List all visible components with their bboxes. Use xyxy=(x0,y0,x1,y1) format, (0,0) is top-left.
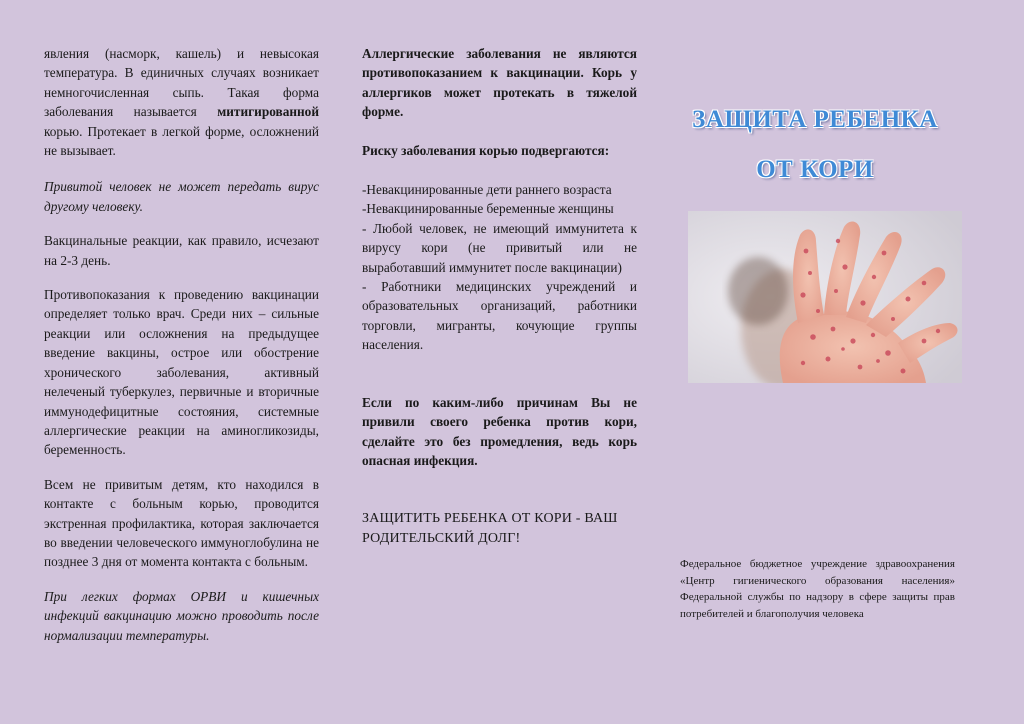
left-paragraph-5: Всем не привитым детям, кто находился в контакте с больным корью, проводится экстренная профилактика, которая заключается во введении человеческого иммуноглобулина не позднее 3 дня от момента контакта с больным. xyxy=(44,476,319,570)
allergy-paragraph: Аллергические заболевания не являются противопоказанием к вакцинации. Корь у аллергиков может протекать в тяжелой форме. xyxy=(362,46,637,120)
organization-info: Федеральное бюджетное учреждение здравоохранения «Центр гигиенического образования населения» Федеральной службы по надзору в сфере защиты прав потребителей и благополучия человека xyxy=(680,558,955,620)
risk-item-1: -Невакцинированные дети раннего возраста xyxy=(362,182,612,198)
cover-title-line-1: ЗАЩИТА РЕБЕНКА xyxy=(692,106,938,133)
mitigated-term: митигированной xyxy=(217,104,319,120)
middle-column xyxy=(362,44,637,549)
left-paragraph-4: Противопоказания к проведению вакцинации определяет только врач. Среди них – сильные реакции или осложнения на предыдущее введение вакцины, острое или обострение хронического заболевания, активный нелеченый туберкулез, первичные и вторичные иммунодефицитные состояния, системные аллергические реакции на аминогликозиды, беременность. xyxy=(44,287,319,458)
left-paragraph-1: явления (насморк, кашель) и невысокая температура. В единичных случаях возникает немногочисленная сыпь. Такая форма заболевания называется митигированной корью. Протекает в легкой форме, осложнений не вызывает. xyxy=(44,46,319,159)
risk-item-3: - Любой человек, не имеющий иммунитета к вирусу кори (не привитый или не выработавший иммунитет после вакцинации) xyxy=(362,220,637,275)
warning-paragraph: Если по каким-либо причинам Вы не привили своего ребенка против кори, сделайте это без промедления, ведь корь опасная инфекция. xyxy=(362,394,637,468)
left-paragraph-2: Привитой человек не может передать вирус другому человеку. xyxy=(44,179,319,214)
left-paragraph-3: Вакцинальные реакции, как правило, исчезают на 2-3 день. xyxy=(44,233,319,268)
slogan: ЗАЩИТИТЬ РЕБЕНКА ОТ КОРИ - ВАШ РОДИТЕЛЬСКИЙ ДОЛГ! xyxy=(362,511,618,547)
left-paragraph-6: При легких формах ОРВИ и кишечных инфекций вакцинацию можно проводить после нормализации температуры. xyxy=(44,588,319,643)
risk-item-2: -Невакцинированные беременные женщины xyxy=(362,201,614,217)
cover-title-line-2: ОТ КОРИ xyxy=(756,156,874,183)
hand-illustration-icon xyxy=(688,211,962,383)
risk-heading: Риску заболевания корью подвергаются: xyxy=(362,142,610,158)
left-column xyxy=(44,44,319,660)
measles-hand-photo xyxy=(688,211,962,383)
risk-item-4: - Работники медицинских учреждений и образовательных организаций, работники торговли, мигранты, кочующие группы населения. xyxy=(362,279,637,353)
